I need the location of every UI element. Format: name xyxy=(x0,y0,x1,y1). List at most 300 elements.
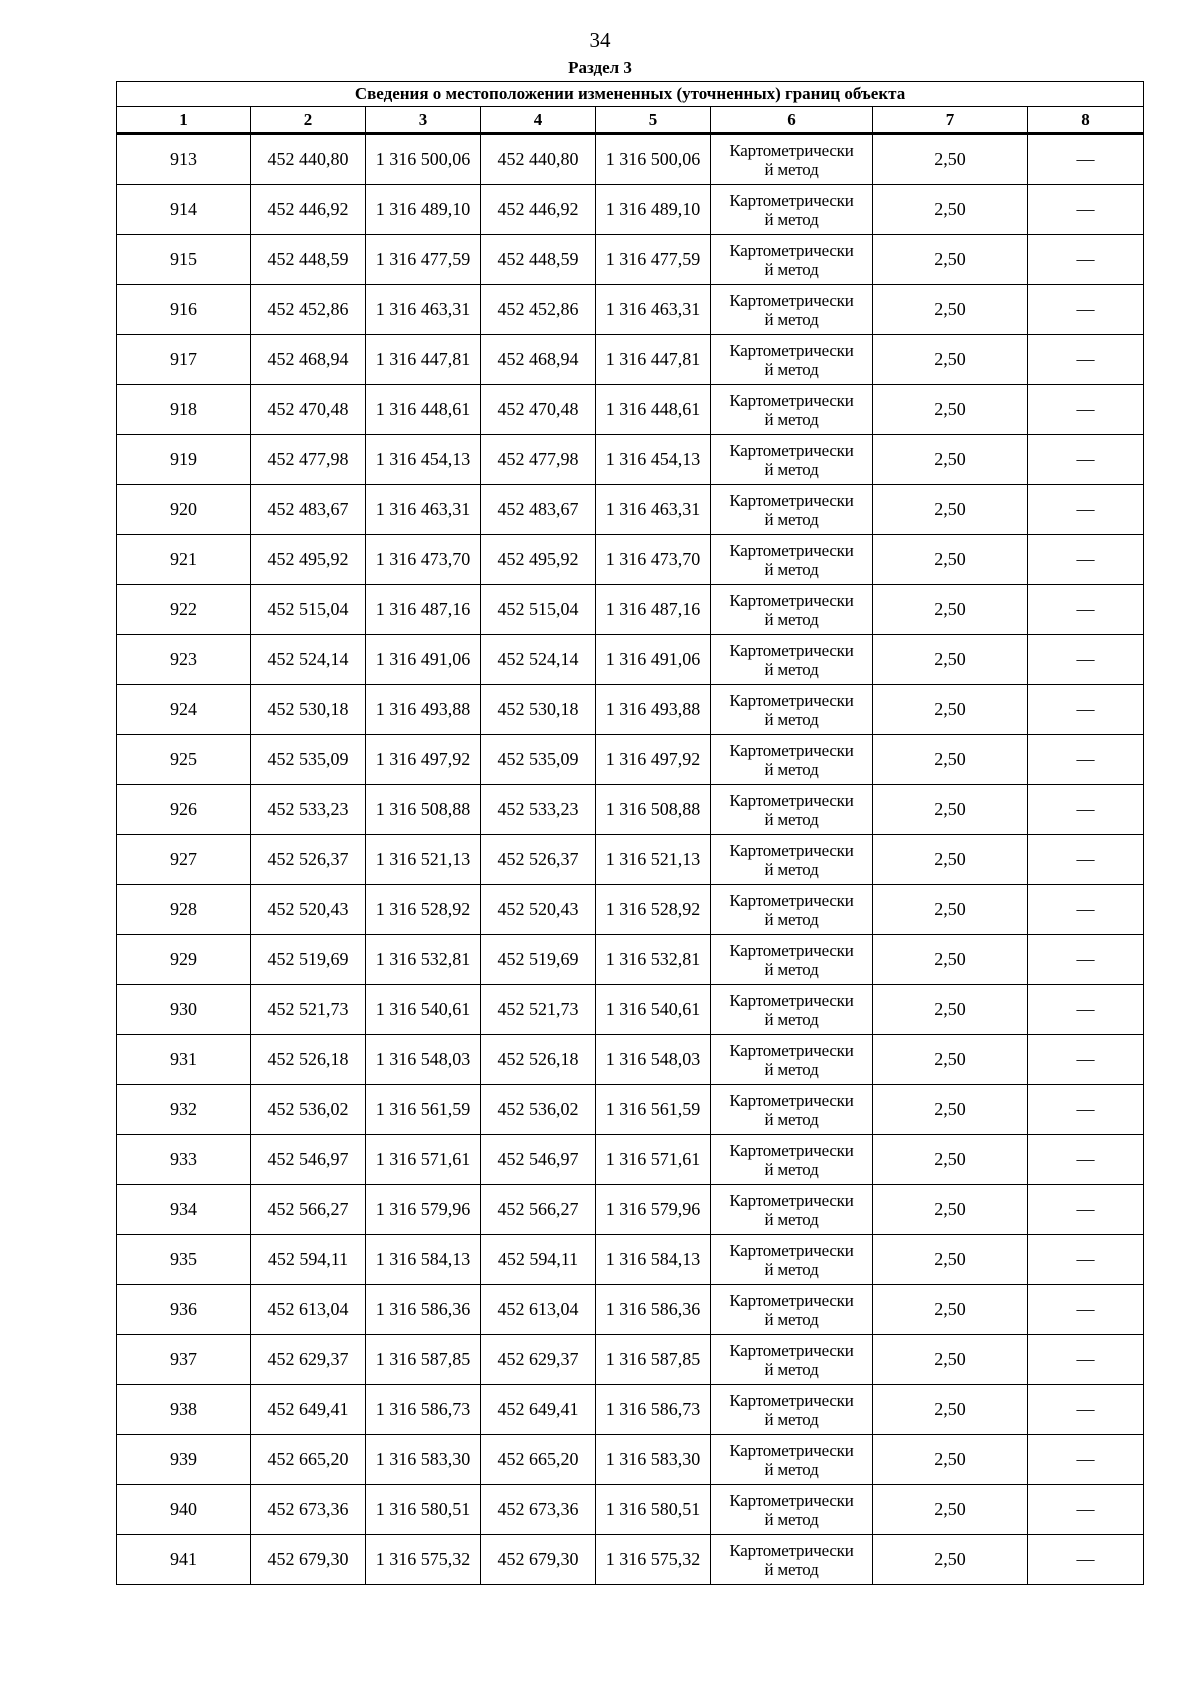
page-number: 34 xyxy=(589,28,611,52)
coordinates-table xyxy=(116,81,1144,1585)
existing-y: 1 316 584,13 xyxy=(366,1235,481,1285)
refined-x: 452 468,94 xyxy=(481,335,596,385)
section-title: Раздел 3 xyxy=(568,58,632,77)
existing-y: 1 316 548,03 xyxy=(366,1035,481,1085)
method-cell xyxy=(711,685,873,735)
method-cell xyxy=(711,735,873,785)
precision-value: 2,50 xyxy=(873,985,1028,1035)
method-cell xyxy=(711,185,873,235)
method-line-2: й метод xyxy=(764,1559,819,1579)
existing-x: 452 530,18 xyxy=(251,685,366,735)
method-line-2: й метод xyxy=(764,1359,819,1379)
existing-x: 452 566,27 xyxy=(251,1185,366,1235)
point-number: 931 xyxy=(117,1035,251,1085)
note-dash: — xyxy=(1028,1085,1144,1135)
existing-y: 1 316 500,06 xyxy=(366,134,481,185)
existing-y: 1 316 508,88 xyxy=(366,785,481,835)
existing-y: 1 316 580,51 xyxy=(366,1485,481,1535)
refined-x: 452 613,04 xyxy=(481,1285,596,1335)
refined-x: 452 594,11 xyxy=(481,1235,596,1285)
refined-y: 1 316 500,06 xyxy=(596,134,711,185)
method-line-1: Картометрически xyxy=(729,1440,854,1460)
refined-x: 452 566,27 xyxy=(481,1185,596,1235)
method-line-1: Картометрически xyxy=(729,990,854,1010)
existing-y: 1 316 583,30 xyxy=(366,1435,481,1485)
refined-x: 452 629,37 xyxy=(481,1335,596,1385)
table-row xyxy=(117,1285,1144,1335)
method-cell xyxy=(711,1285,873,1335)
table-row xyxy=(117,285,1144,335)
column-number: 8 xyxy=(1028,107,1144,134)
method-cell xyxy=(711,785,873,835)
method-line-2: й метод xyxy=(764,309,819,329)
existing-x: 452 649,41 xyxy=(251,1385,366,1435)
method-line-2: й метод xyxy=(764,609,819,629)
point-number: 939 xyxy=(117,1435,251,1485)
method-line-1: Картометрически xyxy=(729,1490,854,1510)
column-number: 3 xyxy=(366,107,481,134)
column-number: 1 xyxy=(117,107,251,134)
refined-y: 1 316 477,59 xyxy=(596,235,711,285)
existing-x: 452 521,73 xyxy=(251,985,366,1035)
method-cell xyxy=(711,1335,873,1385)
precision-value: 2,50 xyxy=(873,585,1028,635)
method-line-2: й метод xyxy=(764,859,819,879)
method-cell xyxy=(711,1385,873,1435)
existing-x: 452 594,11 xyxy=(251,1235,366,1285)
existing-x: 452 679,30 xyxy=(251,1535,366,1585)
existing-x: 452 483,67 xyxy=(251,485,366,535)
existing-y: 1 316 497,92 xyxy=(366,735,481,785)
note-dash: — xyxy=(1028,1485,1144,1535)
refined-y: 1 316 448,61 xyxy=(596,385,711,435)
note-dash: — xyxy=(1028,385,1144,435)
refined-y: 1 316 493,88 xyxy=(596,685,711,735)
note-dash: — xyxy=(1028,835,1144,885)
refined-y: 1 316 561,59 xyxy=(596,1085,711,1135)
table-row xyxy=(117,835,1144,885)
point-number: 914 xyxy=(117,185,251,235)
table-row xyxy=(117,1435,1144,1485)
precision-value: 2,50 xyxy=(873,1285,1028,1335)
note-dash: — xyxy=(1028,134,1144,185)
method-line-1: Картометрически xyxy=(729,1340,854,1360)
refined-y: 1 316 491,06 xyxy=(596,635,711,685)
method-line-2: й метод xyxy=(764,1259,819,1279)
note-dash: — xyxy=(1028,1285,1144,1335)
refined-x: 452 477,98 xyxy=(481,435,596,485)
method-line-2: й метод xyxy=(764,1159,819,1179)
table-row xyxy=(117,1335,1144,1385)
method-line-1: Картометрически xyxy=(729,1390,854,1410)
method-line-2: й метод xyxy=(764,1409,819,1429)
existing-y: 1 316 586,73 xyxy=(366,1385,481,1435)
method-line-1: Картометрически xyxy=(729,890,854,910)
refined-x: 452 440,80 xyxy=(481,134,596,185)
method-cell xyxy=(711,835,873,885)
table-row xyxy=(117,735,1144,785)
refined-y: 1 316 548,03 xyxy=(596,1035,711,1085)
method-cell xyxy=(711,1535,873,1585)
note-dash: — xyxy=(1028,1035,1144,1085)
refined-y: 1 316 489,10 xyxy=(596,185,711,235)
existing-x: 452 524,14 xyxy=(251,635,366,685)
existing-x: 452 526,37 xyxy=(251,835,366,885)
refined-x: 452 535,09 xyxy=(481,735,596,785)
refined-y: 1 316 473,70 xyxy=(596,535,711,585)
existing-y: 1 316 561,59 xyxy=(366,1085,481,1135)
refined-y: 1 316 586,73 xyxy=(596,1385,711,1435)
note-dash: — xyxy=(1028,285,1144,335)
existing-x: 452 533,23 xyxy=(251,785,366,835)
method-line-1: Картометрически xyxy=(729,190,854,210)
refined-x: 452 533,23 xyxy=(481,785,596,835)
point-number: 935 xyxy=(117,1235,251,1285)
table-row xyxy=(117,585,1144,635)
precision-value: 2,50 xyxy=(873,1485,1028,1535)
table-row xyxy=(117,1035,1144,1085)
refined-x: 452 649,41 xyxy=(481,1385,596,1435)
existing-y: 1 316 528,92 xyxy=(366,885,481,935)
refined-y: 1 316 587,85 xyxy=(596,1335,711,1385)
method-cell xyxy=(711,285,873,335)
method-line-1: Картометрически xyxy=(729,640,854,660)
refined-y: 1 316 487,16 xyxy=(596,585,711,635)
table-row xyxy=(117,1535,1144,1585)
refined-y: 1 316 463,31 xyxy=(596,285,711,335)
existing-x: 452 613,04 xyxy=(251,1285,366,1335)
table-body xyxy=(117,134,1144,1585)
point-number: 924 xyxy=(117,685,251,735)
precision-value: 2,50 xyxy=(873,785,1028,835)
refined-x: 452 536,02 xyxy=(481,1085,596,1135)
method-line-1: Картометрически xyxy=(729,740,854,760)
existing-y: 1 316 463,31 xyxy=(366,485,481,535)
point-number: 928 xyxy=(117,885,251,935)
note-dash: — xyxy=(1028,1335,1144,1385)
existing-y: 1 316 540,61 xyxy=(366,985,481,1035)
existing-x: 452 477,98 xyxy=(251,435,366,485)
method-line-1: Картометрически xyxy=(729,1540,854,1560)
existing-y: 1 316 473,70 xyxy=(366,535,481,585)
table-row xyxy=(117,785,1144,835)
existing-x: 452 515,04 xyxy=(251,585,366,635)
method-cell xyxy=(711,235,873,285)
method-line-2: й метод xyxy=(764,709,819,729)
refined-x: 452 521,73 xyxy=(481,985,596,1035)
column-number: 6 xyxy=(711,107,873,134)
existing-x: 452 468,94 xyxy=(251,335,366,385)
refined-y: 1 316 540,61 xyxy=(596,985,711,1035)
note-dash: — xyxy=(1028,435,1144,485)
precision-value: 2,50 xyxy=(873,185,1028,235)
refined-y: 1 316 508,88 xyxy=(596,785,711,835)
refined-y: 1 316 584,13 xyxy=(596,1235,711,1285)
method-line-1: Картометрически xyxy=(729,790,854,810)
refined-x: 452 448,59 xyxy=(481,235,596,285)
existing-y: 1 316 571,61 xyxy=(366,1135,481,1185)
method-line-1: Картометрически xyxy=(729,1240,854,1260)
note-dash: — xyxy=(1028,1185,1144,1235)
precision-value: 2,50 xyxy=(873,485,1028,535)
precision-value: 2,50 xyxy=(873,435,1028,485)
method-cell xyxy=(711,885,873,935)
refined-y: 1 316 583,30 xyxy=(596,1435,711,1485)
method-cell xyxy=(711,985,873,1035)
method-line-2: й метод xyxy=(764,359,819,379)
point-number: 923 xyxy=(117,635,251,685)
table-row xyxy=(117,985,1144,1035)
refined-x: 452 446,92 xyxy=(481,185,596,235)
method-cell xyxy=(711,485,873,535)
refined-y: 1 316 575,32 xyxy=(596,1535,711,1585)
precision-value: 2,50 xyxy=(873,1135,1028,1185)
precision-value: 2,50 xyxy=(873,1335,1028,1385)
refined-x: 452 546,97 xyxy=(481,1135,596,1185)
point-number: 913 xyxy=(117,134,251,185)
table-row xyxy=(117,885,1144,935)
table-row xyxy=(117,185,1144,235)
point-number: 920 xyxy=(117,485,251,535)
refined-x: 452 524,14 xyxy=(481,635,596,685)
table-row xyxy=(117,1185,1144,1235)
note-dash: — xyxy=(1028,985,1144,1035)
method-line-2: й метод xyxy=(764,1459,819,1479)
precision-value: 2,50 xyxy=(873,1085,1028,1135)
method-cell xyxy=(711,1035,873,1085)
method-cell xyxy=(711,435,873,485)
existing-x: 452 536,02 xyxy=(251,1085,366,1135)
note-dash: — xyxy=(1028,1385,1144,1435)
refined-y: 1 316 586,36 xyxy=(596,1285,711,1335)
existing-y: 1 316 587,85 xyxy=(366,1335,481,1385)
method-line-1: Картометрически xyxy=(729,1140,854,1160)
method-line-1: Картометрически xyxy=(729,240,854,260)
precision-value: 2,50 xyxy=(873,835,1028,885)
method-line-1: Картометрически xyxy=(729,440,854,460)
note-dash: — xyxy=(1028,185,1144,235)
point-number: 922 xyxy=(117,585,251,635)
column-number: 4 xyxy=(481,107,596,134)
table-row xyxy=(117,335,1144,385)
method-cell xyxy=(711,1485,873,1535)
method-line-2: й метод xyxy=(764,759,819,779)
note-dash: — xyxy=(1028,885,1144,935)
method-cell xyxy=(711,1085,873,1135)
existing-x: 452 673,36 xyxy=(251,1485,366,1535)
point-number: 941 xyxy=(117,1535,251,1585)
table-row xyxy=(117,435,1144,485)
refined-x: 452 483,67 xyxy=(481,485,596,535)
column-number: 2 xyxy=(251,107,366,134)
method-cell xyxy=(711,385,873,435)
refined-y: 1 316 528,92 xyxy=(596,885,711,935)
point-number: 915 xyxy=(117,235,251,285)
existing-y: 1 316 447,81 xyxy=(366,335,481,385)
precision-value: 2,50 xyxy=(873,735,1028,785)
column-number-row xyxy=(117,107,1144,134)
table-row xyxy=(117,1485,1144,1535)
existing-y: 1 316 579,96 xyxy=(366,1185,481,1235)
existing-x: 452 665,20 xyxy=(251,1435,366,1485)
method-cell xyxy=(711,134,873,185)
method-cell xyxy=(711,335,873,385)
note-dash: — xyxy=(1028,1135,1144,1185)
method-cell xyxy=(711,1435,873,1485)
method-line-2: й метод xyxy=(764,1309,819,1329)
point-number: 927 xyxy=(117,835,251,885)
note-dash: — xyxy=(1028,235,1144,285)
method-line-2: й метод xyxy=(764,159,819,179)
method-line-2: й метод xyxy=(764,559,819,579)
table-caption-row xyxy=(117,82,1144,107)
method-line-1: Картометрически xyxy=(729,590,854,610)
refined-x: 452 530,18 xyxy=(481,685,596,735)
existing-x: 452 440,80 xyxy=(251,134,366,185)
method-cell xyxy=(711,1135,873,1185)
point-number: 936 xyxy=(117,1285,251,1335)
refined-x: 452 452,86 xyxy=(481,285,596,335)
existing-y: 1 316 463,31 xyxy=(366,285,481,335)
point-number: 932 xyxy=(117,1085,251,1135)
method-line-2: й метод xyxy=(764,1509,819,1529)
table-row xyxy=(117,134,1144,185)
existing-x: 452 535,09 xyxy=(251,735,366,785)
precision-value: 2,50 xyxy=(873,285,1028,335)
precision-value: 2,50 xyxy=(873,1235,1028,1285)
refined-x: 452 519,69 xyxy=(481,935,596,985)
precision-value: 2,50 xyxy=(873,134,1028,185)
note-dash: — xyxy=(1028,485,1144,535)
refined-x: 452 673,36 xyxy=(481,1485,596,1535)
method-line-2: й метод xyxy=(764,959,819,979)
method-line-1: Картометрически xyxy=(729,1290,854,1310)
precision-value: 2,50 xyxy=(873,1535,1028,1585)
precision-value: 2,50 xyxy=(873,335,1028,385)
note-dash: — xyxy=(1028,1235,1144,1285)
note-dash: — xyxy=(1028,585,1144,635)
method-line-2: й метод xyxy=(764,259,819,279)
existing-x: 452 629,37 xyxy=(251,1335,366,1385)
method-cell xyxy=(711,1185,873,1235)
point-number: 937 xyxy=(117,1335,251,1385)
existing-x: 452 519,69 xyxy=(251,935,366,985)
table-row xyxy=(117,385,1144,435)
existing-y: 1 316 487,16 xyxy=(366,585,481,635)
existing-x: 452 526,18 xyxy=(251,1035,366,1085)
table-row xyxy=(117,535,1144,585)
existing-x: 452 448,59 xyxy=(251,235,366,285)
note-dash: — xyxy=(1028,1535,1144,1585)
point-number: 933 xyxy=(117,1135,251,1185)
note-dash: — xyxy=(1028,735,1144,785)
table-caption: Сведения о местоположении измененных (уточненных) границ объекта xyxy=(117,82,1144,107)
method-line-2: й метод xyxy=(764,1109,819,1129)
refined-x: 452 470,48 xyxy=(481,385,596,435)
method-line-2: й метод xyxy=(764,1059,819,1079)
method-line-1: Картометрически xyxy=(729,290,854,310)
refined-x: 452 526,18 xyxy=(481,1035,596,1085)
existing-x: 452 446,92 xyxy=(251,185,366,235)
method-line-1: Картометрически xyxy=(729,840,854,860)
point-number: 930 xyxy=(117,985,251,1035)
precision-value: 2,50 xyxy=(873,1185,1028,1235)
note-dash: — xyxy=(1028,635,1144,685)
point-number: 919 xyxy=(117,435,251,485)
precision-value: 2,50 xyxy=(873,1435,1028,1485)
existing-x: 452 470,48 xyxy=(251,385,366,435)
refined-x: 452 665,20 xyxy=(481,1435,596,1485)
refined-y: 1 316 447,81 xyxy=(596,335,711,385)
existing-x: 452 520,43 xyxy=(251,885,366,935)
refined-x: 452 515,04 xyxy=(481,585,596,635)
table-row xyxy=(117,1235,1144,1285)
note-dash: — xyxy=(1028,935,1144,985)
precision-value: 2,50 xyxy=(873,685,1028,735)
method-line-2: й метод xyxy=(764,209,819,229)
method-cell xyxy=(711,1235,873,1285)
precision-value: 2,50 xyxy=(873,535,1028,585)
method-cell xyxy=(711,935,873,985)
method-line-1: Картометрически xyxy=(729,390,854,410)
method-line-2: й метод xyxy=(764,1209,819,1229)
refined-x: 452 679,30 xyxy=(481,1535,596,1585)
table-row xyxy=(117,935,1144,985)
point-number: 925 xyxy=(117,735,251,785)
method-line-2: й метод xyxy=(764,1009,819,1029)
point-number: 934 xyxy=(117,1185,251,1235)
table-row xyxy=(117,635,1144,685)
precision-value: 2,50 xyxy=(873,385,1028,435)
method-line-1: Картометрически xyxy=(729,140,854,160)
precision-value: 2,50 xyxy=(873,1035,1028,1085)
note-dash: — xyxy=(1028,535,1144,585)
existing-y: 1 316 586,36 xyxy=(366,1285,481,1335)
method-line-2: й метод xyxy=(764,459,819,479)
note-dash: — xyxy=(1028,785,1144,835)
refined-x: 452 526,37 xyxy=(481,835,596,885)
refined-x: 452 495,92 xyxy=(481,535,596,585)
refined-y: 1 316 532,81 xyxy=(596,935,711,985)
method-line-2: й метод xyxy=(764,909,819,929)
point-number: 926 xyxy=(117,785,251,835)
method-line-1: Картометрически xyxy=(729,1040,854,1060)
existing-y: 1 316 477,59 xyxy=(366,235,481,285)
table-row xyxy=(117,685,1144,735)
method-cell xyxy=(711,635,873,685)
note-dash: — xyxy=(1028,335,1144,385)
table-row xyxy=(117,235,1144,285)
method-line-1: Картометрически xyxy=(729,340,854,360)
table-row xyxy=(117,1085,1144,1135)
method-line-1: Картометрически xyxy=(729,690,854,710)
precision-value: 2,50 xyxy=(873,1385,1028,1435)
existing-y: 1 316 532,81 xyxy=(366,935,481,985)
table-row xyxy=(117,485,1144,535)
point-number: 921 xyxy=(117,535,251,585)
method-line-1: Картометрически xyxy=(729,940,854,960)
refined-y: 1 316 571,61 xyxy=(596,1135,711,1185)
existing-y: 1 316 448,61 xyxy=(366,385,481,435)
refined-y: 1 316 521,13 xyxy=(596,835,711,885)
point-number: 917 xyxy=(117,335,251,385)
point-number: 916 xyxy=(117,285,251,335)
method-line-1: Картометрически xyxy=(729,1090,854,1110)
point-number: 929 xyxy=(117,935,251,985)
refined-y: 1 316 463,31 xyxy=(596,485,711,535)
precision-value: 2,50 xyxy=(873,235,1028,285)
existing-y: 1 316 521,13 xyxy=(366,835,481,885)
